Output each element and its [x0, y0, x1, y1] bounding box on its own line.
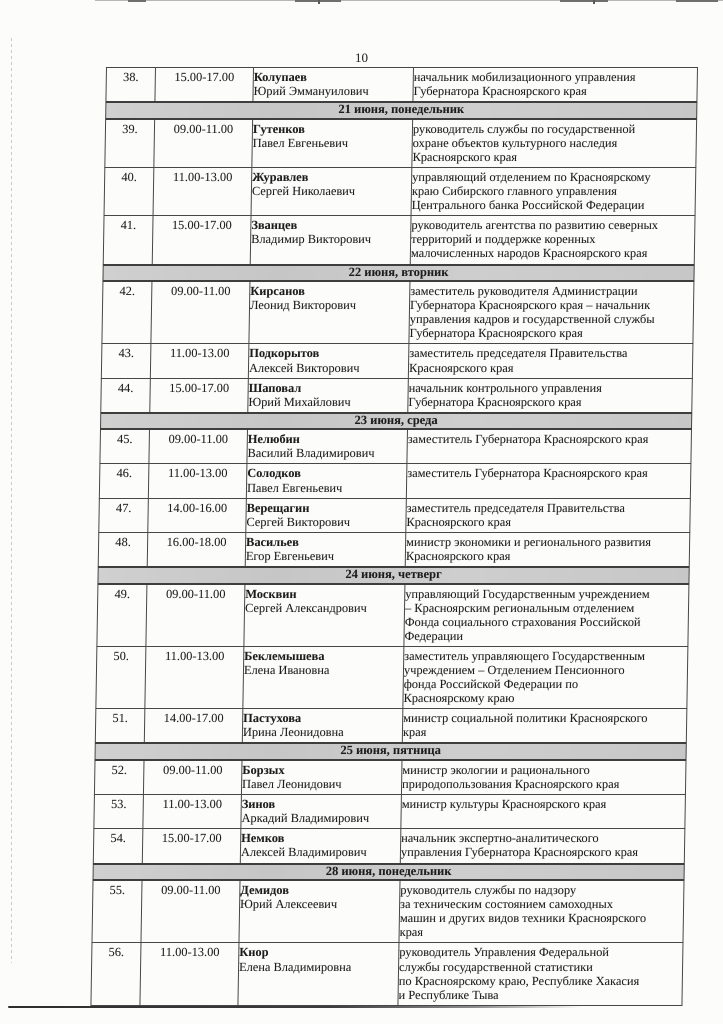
position-cell: управляющий отделением по Красноярскому краю Сибирского главного управления Центрального банка Российской Федерации	[411, 167, 696, 215]
date-band: 23 июня, среда	[100, 413, 691, 430]
row-number-cell: 47.	[99, 498, 149, 532]
person-surname: Гутенков	[252, 121, 305, 136]
person-surname: Москвин	[245, 586, 297, 601]
position-cell: заместитель руководителя Администрации Губернатора Красноярского края – начальник управления кадров и государственной службы Губернатора Красноярского края	[409, 281, 694, 344]
position-cell: заместитель председателя Правительства Красноярского края	[408, 344, 693, 378]
time-slot-cell: 11.00-13.00	[145, 646, 244, 708]
person-name-cell	[243, 646, 404, 708]
person-given-name: Алексей Викторович	[248, 360, 360, 375]
schedule-row	[94, 795, 686, 829]
person-surname: Шаповал	[248, 380, 302, 395]
schedule-row	[92, 880, 684, 943]
person-name-cell	[253, 68, 414, 103]
schedule-row	[102, 281, 694, 344]
time-slot-cell: 09.00-11.00	[151, 281, 250, 344]
person-surname: Пастухова	[243, 711, 302, 726]
schedule-row	[95, 709, 687, 744]
position-cell: министр социальной политики Красноярского края	[402, 709, 687, 744]
row-number-cell: 44.	[101, 378, 151, 413]
time-slot-cell: 14.00-16.00	[148, 498, 247, 532]
position-cell: заместитель председателя Правительства Красноярского края	[406, 498, 691, 532]
time-slot-cell: 09.00-11.00	[149, 429, 248, 464]
person-surname: Журавлев	[252, 169, 309, 184]
scan-bottom-line	[8, 1006, 593, 1008]
schedule-row	[93, 829, 685, 864]
time-slot-cell: 15.00-17.00	[155, 68, 254, 103]
date-row	[103, 265, 694, 282]
person-given-name: Ирина Леонидовна	[242, 725, 344, 740]
person-name-cell	[245, 532, 406, 567]
date-row	[95, 743, 686, 760]
person-given-name: Юрий Эммануилович	[253, 84, 369, 99]
schedule-row	[97, 584, 689, 647]
person-name-cell	[251, 167, 412, 215]
scan-top-edge-line	[95, 0, 723, 1]
schedule-table	[90, 67, 698, 1006]
time-slot-cell: 09.00-11.00	[146, 584, 245, 647]
time-slot-cell: 11.00-13.00	[150, 344, 249, 378]
person-surname: Солодков	[247, 466, 301, 481]
page-number: 10	[355, 50, 368, 65]
person-name-cell	[241, 795, 402, 829]
person-given-name: Аркадий Владимирович	[241, 811, 370, 826]
date-band: 25 июня, пятница	[95, 743, 686, 760]
scan-top-stub	[318, 0, 320, 4]
schedule-row	[106, 68, 698, 103]
date-row	[98, 567, 689, 584]
person-name-cell	[242, 709, 403, 744]
person-surname: Колупаев	[253, 70, 308, 84]
person-name-cell	[252, 119, 413, 168]
position-cell: заместитель Губернатора Красноярского края	[407, 429, 692, 464]
row-number-cell: 43.	[101, 344, 151, 378]
position-cell: министр культуры Красноярского края	[401, 795, 686, 829]
time-slot-cell: 15.00-17.00	[142, 829, 241, 864]
time-slot-cell: 09.00-11.00	[141, 880, 240, 943]
date-row	[93, 864, 684, 881]
scan-top-stub	[593, 0, 595, 4]
row-number-cell: 51.	[95, 709, 145, 744]
date-row	[100, 413, 691, 430]
person-given-name: Алексей Владимирович	[240, 845, 367, 860]
position-cell: заместитель управляющего Государственным учреждением – Отделением Пенсионного фонда Российской Федерации по Красноярскому краю	[403, 646, 688, 708]
person-surname: Верещагин	[246, 500, 310, 515]
position-cell: начальник экспертно-аналитического управления Губернатора Красноярского края	[400, 829, 685, 864]
time-slot-cell: 15.00-17.00	[152, 216, 251, 265]
person-name-cell	[247, 429, 408, 464]
date-band: 28 июня, понедельник	[93, 864, 684, 881]
person-surname: Зинов	[241, 797, 276, 812]
schedule-row	[99, 498, 691, 532]
row-number-cell: 50.	[96, 646, 146, 708]
row-number-cell: 39.	[105, 119, 155, 168]
schedule-table-wrap	[90, 67, 698, 1006]
person-name-cell	[248, 378, 409, 413]
position-cell: министр экологии и рационального природопользования Красноярского края	[401, 760, 686, 795]
time-slot-cell: 09.00-11.00	[143, 760, 242, 795]
time-slot-cell: 15.00-17.00	[150, 378, 249, 413]
schedule-row	[105, 119, 697, 168]
person-name-cell	[246, 464, 407, 498]
person-surname: Кнор	[239, 945, 269, 960]
person-surname: Немков	[241, 831, 285, 846]
row-number-cell: 40.	[104, 167, 154, 215]
position-cell: руководитель службы по государственной охране объектов культурного наследия Красноярского края	[412, 119, 697, 168]
person-given-name: Егор Евгеньевич	[245, 548, 335, 563]
person-given-name: Юрий Михайлович	[248, 394, 351, 409]
schedule-row	[104, 167, 696, 215]
row-number-cell: 56.	[91, 943, 141, 1005]
position-cell: руководитель агентства по развитию северных территорий и поддержке коренных малочисленных народов Красноярского края	[410, 216, 695, 265]
person-name-cell	[238, 943, 399, 1005]
person-surname: Беклемышева	[244, 648, 325, 663]
scan-margin-line	[11, 38, 12, 963]
schedule-row	[98, 532, 690, 567]
person-surname: Званцев	[251, 218, 298, 233]
position-cell: заместитель Губернатора Красноярского края	[406, 464, 691, 498]
schedule-row	[101, 378, 693, 413]
person-name-cell	[250, 216, 411, 265]
person-surname: Подкорытов	[249, 346, 320, 361]
time-slot-cell: 16.00-18.00	[147, 532, 246, 567]
person-given-name: Павел Леонидович	[241, 777, 342, 792]
row-number-cell: 49.	[97, 584, 147, 647]
person-surname: Борзых	[242, 762, 285, 777]
time-slot-cell: 11.00-13.00	[140, 943, 239, 1005]
position-cell: руководитель Управления Федеральной службы государственной статистики по Красноярскому краю, Республике Хакасия и Республике Тыва	[398, 943, 683, 1005]
time-slot-cell: 11.00-13.00	[143, 795, 242, 829]
row-number-cell: 52.	[94, 760, 144, 795]
row-number-cell: 48.	[98, 532, 148, 567]
person-name-cell	[249, 281, 410, 344]
schedule-table-body	[91, 68, 698, 1006]
person-surname: Васильев	[246, 534, 300, 549]
row-number-cell: 55.	[92, 880, 142, 943]
row-number-cell: 41.	[103, 216, 153, 265]
schedule-row	[94, 760, 686, 795]
time-slot-cell: 09.00-11.00	[154, 119, 253, 168]
person-given-name: Леонид Викторович	[249, 298, 357, 313]
person-name-cell	[239, 880, 400, 943]
person-given-name: Сергей Александрович	[244, 600, 367, 615]
row-number-cell: 38.	[106, 68, 156, 103]
time-slot-cell: 11.00-13.00	[153, 167, 252, 215]
person-given-name: Павел Евгеньевич	[246, 480, 343, 495]
person-name-cell	[240, 829, 401, 864]
schedule-row	[101, 344, 693, 378]
position-cell: начальник мобилизационного управления Губернатора Красноярского края	[413, 68, 698, 103]
row-number-cell: 45.	[100, 429, 150, 464]
schedule-row	[96, 646, 688, 708]
person-surname: Кирсанов	[250, 284, 305, 299]
time-slot-cell: 14.00-17.00	[144, 709, 243, 744]
schedule-row	[99, 464, 691, 498]
schedule-row	[91, 943, 683, 1005]
person-given-name: Юрий Алексеевич	[240, 897, 338, 912]
date-row	[106, 102, 697, 119]
person-name-cell	[246, 498, 407, 532]
person-name-cell	[244, 584, 405, 647]
person-given-name: Елена Ивановна	[243, 663, 330, 677]
person-surname: Демидов	[240, 883, 290, 898]
row-number-cell: 42.	[102, 281, 152, 344]
person-given-name: Василий Владимирович	[247, 446, 375, 461]
date-band: 21 июня, понедельник	[106, 102, 697, 119]
time-slot-cell: 11.00-13.00	[148, 464, 247, 498]
row-number-cell: 54.	[93, 829, 143, 864]
person-given-name: Сергей Викторович	[246, 514, 351, 529]
position-cell: начальник контрольного управления Губернатора Красноярского края	[408, 378, 693, 413]
schedule-row	[103, 216, 695, 265]
person-name-cell	[248, 344, 409, 378]
person-name-cell	[241, 760, 402, 795]
person-given-name: Елена Владимировна	[238, 959, 352, 974]
date-band: 22 июня, вторник	[103, 265, 694, 282]
row-number-cell: 53.	[94, 795, 144, 829]
position-cell: руководитель службы по надзору за техническим состоянием самоходных машин и других видов техники Красноярского края	[399, 880, 684, 943]
schedule-row	[100, 429, 692, 464]
position-cell: управляющий Государственным учреждением – Красноярским региональным отделением Фонда социального страхования Российской Федерации	[404, 584, 689, 647]
position-cell: министр экономики и регионального развития Красноярского края	[405, 532, 690, 567]
person-given-name: Павел Евгеньевич	[252, 135, 349, 150]
person-surname: Нелюбин	[247, 432, 300, 447]
date-band: 24 июня, четверг	[98, 567, 689, 584]
person-given-name: Владимир Викторович	[251, 232, 372, 247]
person-given-name: Сергей Николаевич	[251, 184, 356, 199]
row-number-cell: 46.	[99, 464, 149, 498]
